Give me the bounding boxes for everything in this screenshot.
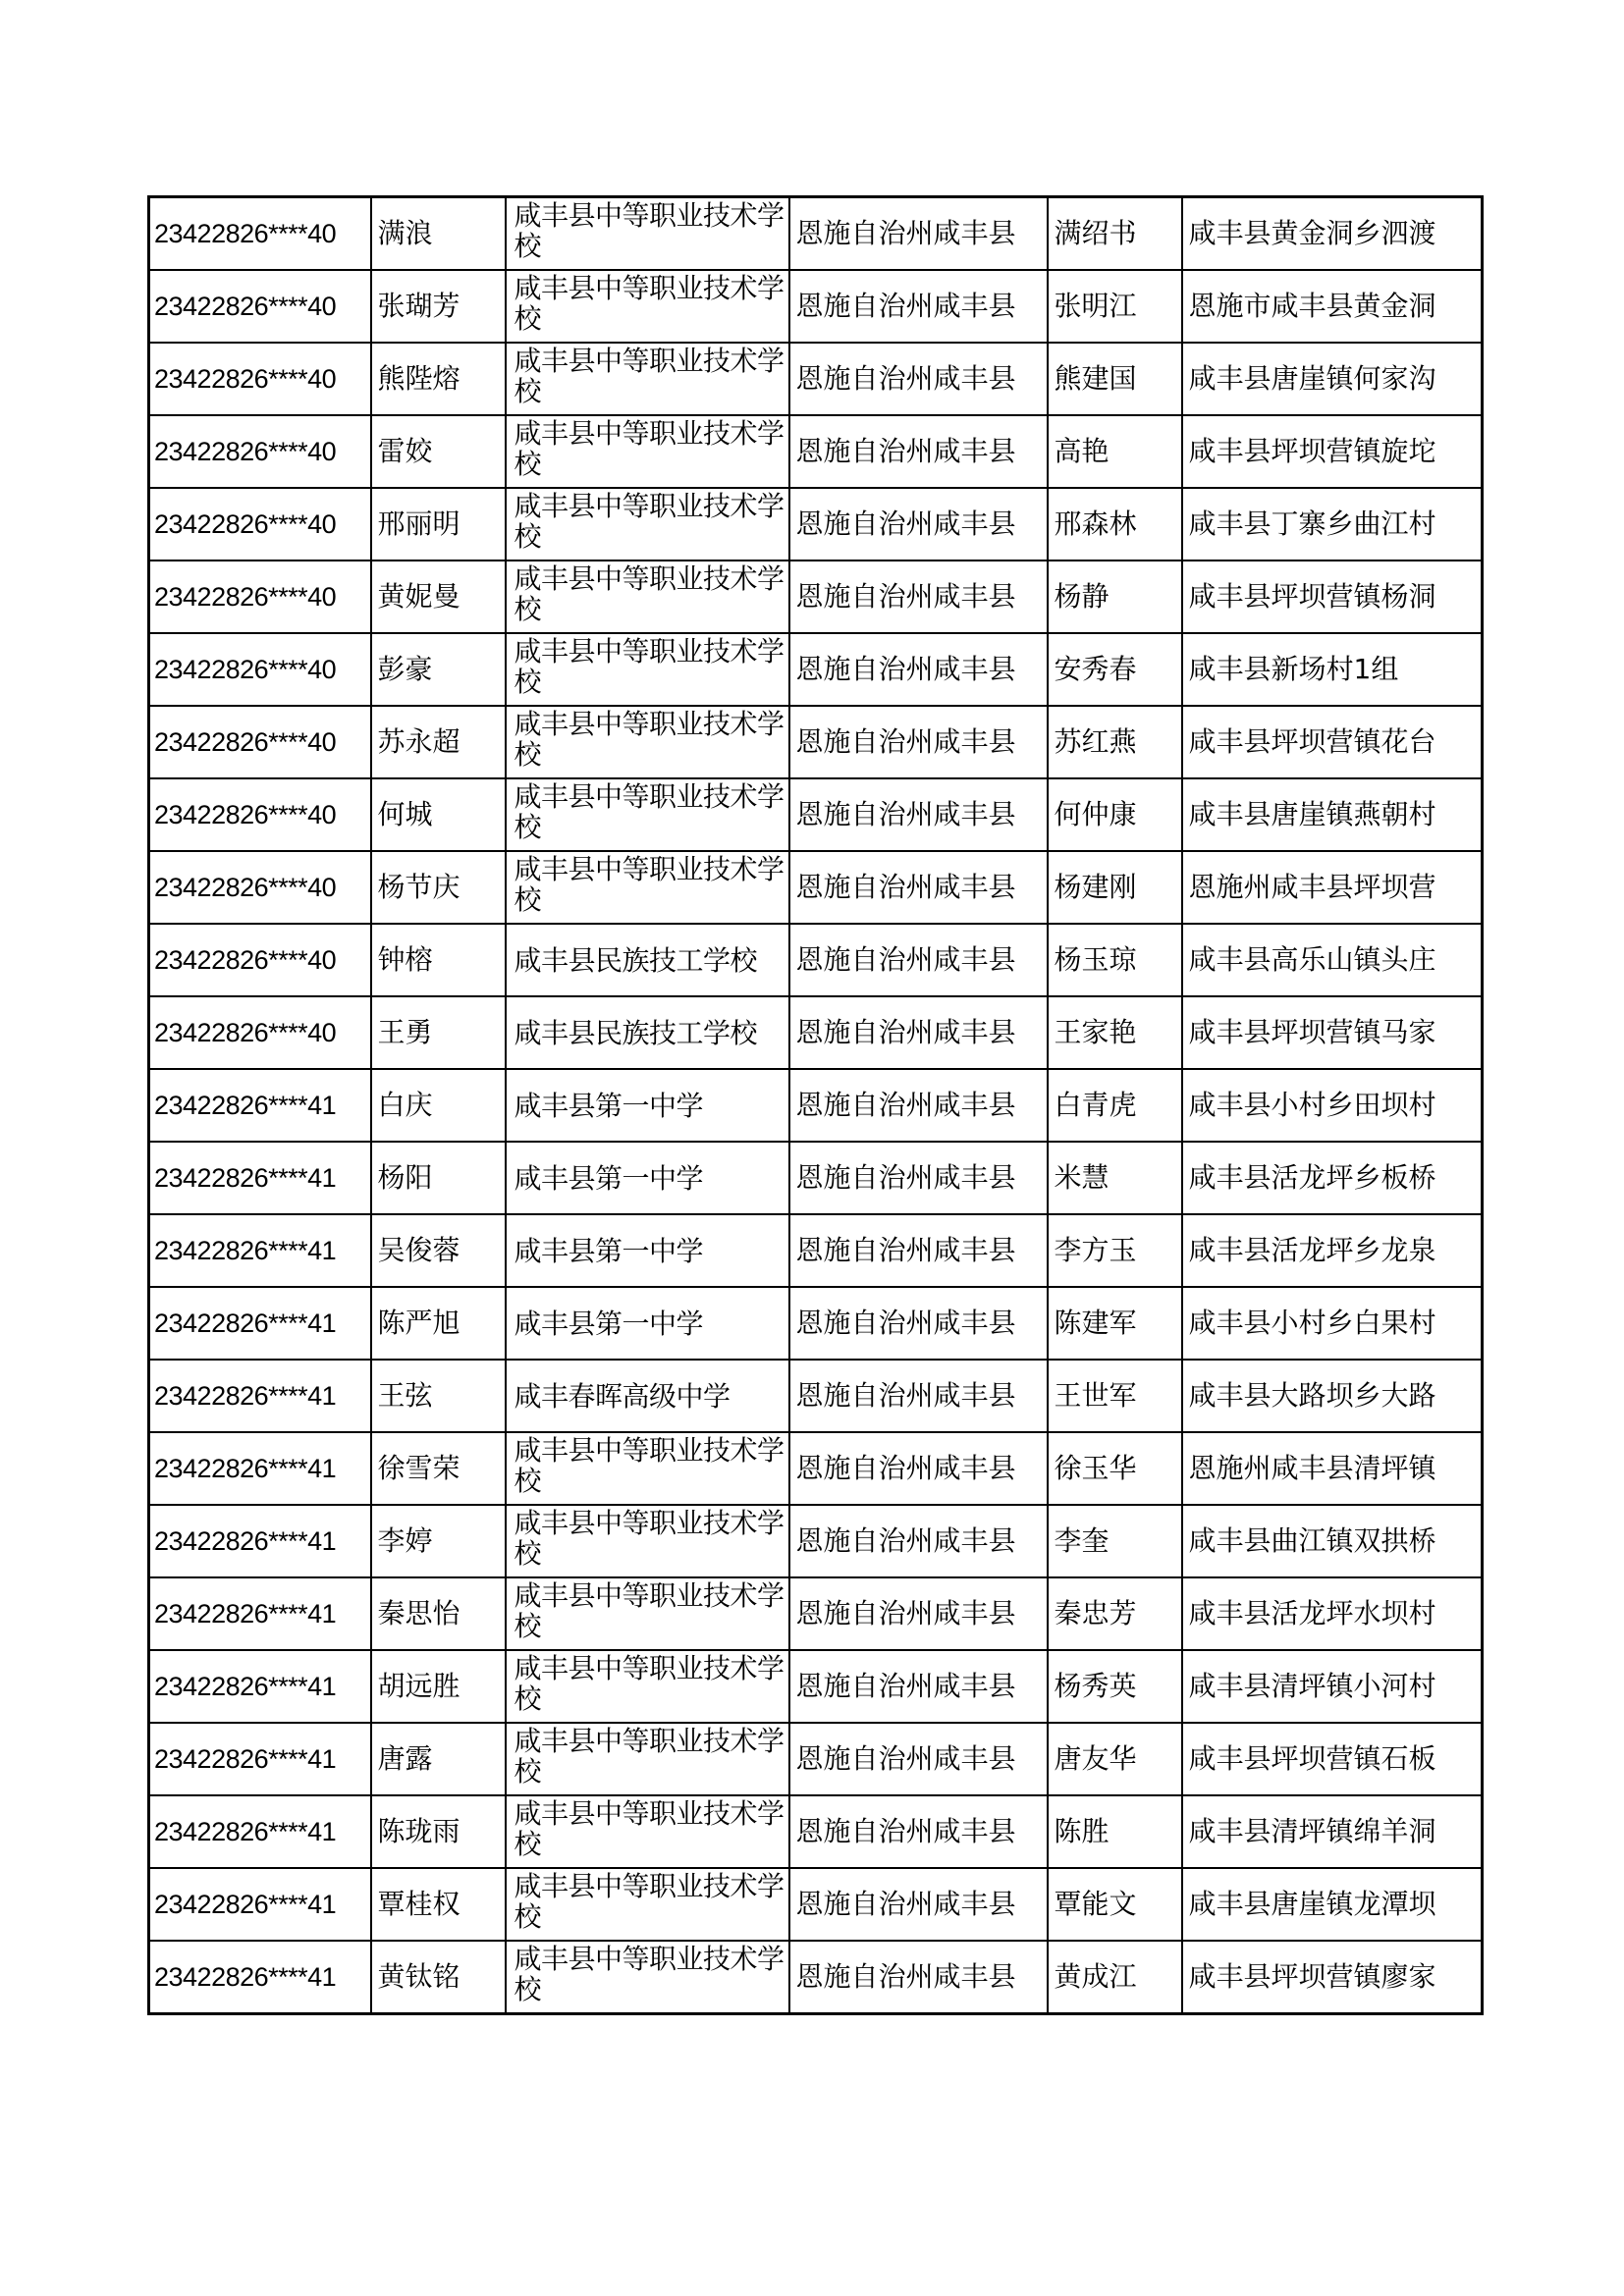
school-cell: 咸丰县第一中学 bbox=[506, 1287, 789, 1360]
id-number-cell: 23422826****41 bbox=[149, 1360, 371, 1432]
guardian-name-cell: 高艳 bbox=[1048, 415, 1182, 488]
guardian-name-cell: 秦忠芳 bbox=[1048, 1577, 1182, 1650]
guardian-name-cell: 杨秀英 bbox=[1048, 1650, 1182, 1723]
address-cell: 咸丰县清坪镇绵羊洞 bbox=[1182, 1795, 1483, 1868]
guardian-name-cell: 白青虎 bbox=[1048, 1069, 1182, 1142]
table-row bbox=[149, 415, 1483, 488]
student-name-cell: 覃桂权 bbox=[371, 1868, 506, 1941]
guardian-name-cell: 邢森林 bbox=[1048, 488, 1182, 561]
school-cell: 咸丰县中等职业技术学校 bbox=[506, 197, 789, 271]
id-number-cell: 23422826****41 bbox=[149, 1069, 371, 1142]
table-row bbox=[149, 706, 1483, 778]
table-row bbox=[149, 343, 1483, 415]
id-number-cell: 23422826****40 bbox=[149, 924, 371, 996]
address-cell: 咸丰县坪坝营镇杨洞 bbox=[1182, 561, 1483, 633]
guardian-name-cell: 王世军 bbox=[1048, 1360, 1182, 1432]
address-cell: 咸丰县坪坝营镇廖家 bbox=[1182, 1941, 1483, 2014]
guardian-name-cell: 徐玉华 bbox=[1048, 1432, 1182, 1505]
id-number-cell: 23422826****40 bbox=[149, 778, 371, 851]
address-cell: 咸丰县活龙坪乡板桥 bbox=[1182, 1142, 1483, 1214]
table-row bbox=[149, 1941, 1483, 2014]
address-cell: 咸丰县清坪镇小河村 bbox=[1182, 1650, 1483, 1723]
student-name-cell: 邢丽明 bbox=[371, 488, 506, 561]
roster-body bbox=[149, 197, 1483, 2014]
id-number-cell: 23422826****41 bbox=[149, 1723, 371, 1795]
school-cell: 咸丰县中等职业技术学校 bbox=[506, 488, 789, 561]
address-cell: 恩施州咸丰县坪坝营 bbox=[1182, 851, 1483, 924]
school-cell: 咸丰县中等职业技术学校 bbox=[506, 1432, 789, 1505]
student-roster-table bbox=[147, 195, 1484, 2015]
student-name-cell: 陈严旭 bbox=[371, 1287, 506, 1360]
id-number-cell: 23422826****41 bbox=[149, 1287, 371, 1360]
address-cell: 咸丰县坪坝营镇马家 bbox=[1182, 996, 1483, 1069]
region-cell: 恩施自治州咸丰县 bbox=[789, 1795, 1048, 1868]
table-row bbox=[149, 996, 1483, 1069]
id-number-cell: 23422826****40 bbox=[149, 488, 371, 561]
guardian-name-cell: 米慧 bbox=[1048, 1142, 1182, 1214]
table-row bbox=[149, 488, 1483, 561]
region-cell: 恩施自治州咸丰县 bbox=[789, 1142, 1048, 1214]
region-cell: 恩施自治州咸丰县 bbox=[789, 1505, 1048, 1577]
school-cell: 咸丰县中等职业技术学校 bbox=[506, 633, 789, 706]
school-cell: 咸丰县中等职业技术学校 bbox=[506, 1795, 789, 1868]
school-cell: 咸丰县中等职业技术学校 bbox=[506, 1505, 789, 1577]
table-row bbox=[149, 270, 1483, 343]
table-row bbox=[149, 1432, 1483, 1505]
student-name-cell: 杨阳 bbox=[371, 1142, 506, 1214]
address-cell: 咸丰县曲江镇双拱桥 bbox=[1182, 1505, 1483, 1577]
student-name-cell: 白庆 bbox=[371, 1069, 506, 1142]
table-row bbox=[149, 1069, 1483, 1142]
guardian-name-cell: 唐友华 bbox=[1048, 1723, 1182, 1795]
id-number-cell: 23422826****40 bbox=[149, 270, 371, 343]
address-cell: 咸丰县唐崖镇何家沟 bbox=[1182, 343, 1483, 415]
region-cell: 恩施自治州咸丰县 bbox=[789, 924, 1048, 996]
region-cell: 恩施自治州咸丰县 bbox=[789, 1650, 1048, 1723]
region-cell: 恩施自治州咸丰县 bbox=[789, 851, 1048, 924]
school-cell: 咸丰县第一中学 bbox=[506, 1069, 789, 1142]
guardian-name-cell: 覃能文 bbox=[1048, 1868, 1182, 1941]
address-cell: 咸丰县大路坝乡大路 bbox=[1182, 1360, 1483, 1432]
table-row bbox=[149, 197, 1483, 271]
address-cell: 咸丰县坪坝营镇花台 bbox=[1182, 706, 1483, 778]
id-number-cell: 23422826****41 bbox=[149, 1650, 371, 1723]
address-cell: 恩施州咸丰县清坪镇 bbox=[1182, 1432, 1483, 1505]
region-cell: 恩施自治州咸丰县 bbox=[789, 1941, 1048, 2014]
region-cell: 恩施自治州咸丰县 bbox=[789, 706, 1048, 778]
school-cell: 咸丰县中等职业技术学校 bbox=[506, 1577, 789, 1650]
id-number-cell: 23422826****40 bbox=[149, 343, 371, 415]
student-name-cell: 陈珑雨 bbox=[371, 1795, 506, 1868]
region-cell: 恩施自治州咸丰县 bbox=[789, 1360, 1048, 1432]
guardian-name-cell: 安秀春 bbox=[1048, 633, 1182, 706]
school-cell: 咸丰县民族技工学校 bbox=[506, 996, 789, 1069]
student-name-cell: 钟榕 bbox=[371, 924, 506, 996]
address-cell: 咸丰县高乐山镇头庄 bbox=[1182, 924, 1483, 996]
region-cell: 恩施自治州咸丰县 bbox=[789, 488, 1048, 561]
guardian-name-cell: 张明江 bbox=[1048, 270, 1182, 343]
student-name-cell: 彭豪 bbox=[371, 633, 506, 706]
guardian-name-cell: 李方玉 bbox=[1048, 1214, 1182, 1287]
school-cell: 咸丰县中等职业技术学校 bbox=[506, 1723, 789, 1795]
id-number-cell: 23422826****40 bbox=[149, 996, 371, 1069]
address-cell: 咸丰县小村乡白果村 bbox=[1182, 1287, 1483, 1360]
school-cell: 咸丰县中等职业技术学校 bbox=[506, 851, 789, 924]
student-name-cell: 满浪 bbox=[371, 197, 506, 271]
id-number-cell: 23422826****41 bbox=[149, 1868, 371, 1941]
id-number-cell: 23422826****41 bbox=[149, 1795, 371, 1868]
address-cell: 咸丰县坪坝营镇旋坨 bbox=[1182, 415, 1483, 488]
guardian-name-cell: 陈胜 bbox=[1048, 1795, 1182, 1868]
region-cell: 恩施自治州咸丰县 bbox=[789, 561, 1048, 633]
region-cell: 恩施自治州咸丰县 bbox=[789, 633, 1048, 706]
guardian-name-cell: 满绍书 bbox=[1048, 197, 1182, 271]
address-cell: 咸丰县坪坝营镇石板 bbox=[1182, 1723, 1483, 1795]
table-row bbox=[149, 1287, 1483, 1360]
region-cell: 恩施自治州咸丰县 bbox=[789, 415, 1048, 488]
school-cell: 咸丰县中等职业技术学校 bbox=[506, 343, 789, 415]
address-cell: 咸丰县小村乡田坝村 bbox=[1182, 1069, 1483, 1142]
table-row bbox=[149, 1795, 1483, 1868]
school-cell: 咸丰县第一中学 bbox=[506, 1142, 789, 1214]
region-cell: 恩施自治州咸丰县 bbox=[789, 1287, 1048, 1360]
student-name-cell: 王弦 bbox=[371, 1360, 506, 1432]
guardian-name-cell: 李奎 bbox=[1048, 1505, 1182, 1577]
student-name-cell: 徐雪荣 bbox=[371, 1432, 506, 1505]
region-cell: 恩施自治州咸丰县 bbox=[789, 270, 1048, 343]
student-name-cell: 雷姣 bbox=[371, 415, 506, 488]
table-row bbox=[149, 1142, 1483, 1214]
address-cell: 咸丰县唐崖镇燕朝村 bbox=[1182, 778, 1483, 851]
region-cell: 恩施自治州咸丰县 bbox=[789, 1069, 1048, 1142]
school-cell: 咸丰春晖高级中学 bbox=[506, 1360, 789, 1432]
address-cell: 咸丰县唐崖镇龙潭坝 bbox=[1182, 1868, 1483, 1941]
school-cell: 咸丰县中等职业技术学校 bbox=[506, 415, 789, 488]
table-row bbox=[149, 1650, 1483, 1723]
id-number-cell: 23422826****41 bbox=[149, 1432, 371, 1505]
table-row bbox=[149, 561, 1483, 633]
address-cell: 咸丰县活龙坪水坝村 bbox=[1182, 1577, 1483, 1650]
region-cell: 恩施自治州咸丰县 bbox=[789, 197, 1048, 271]
guardian-name-cell: 杨建刚 bbox=[1048, 851, 1182, 924]
region-cell: 恩施自治州咸丰县 bbox=[789, 1214, 1048, 1287]
school-cell: 咸丰县中等职业技术学校 bbox=[506, 706, 789, 778]
student-name-cell: 唐露 bbox=[371, 1723, 506, 1795]
student-name-cell: 张瑚芳 bbox=[371, 270, 506, 343]
student-name-cell: 苏永超 bbox=[371, 706, 506, 778]
school-cell: 咸丰县中等职业技术学校 bbox=[506, 561, 789, 633]
address-cell: 恩施市咸丰县黄金洞 bbox=[1182, 270, 1483, 343]
region-cell: 恩施自治州咸丰县 bbox=[789, 1868, 1048, 1941]
table-row bbox=[149, 1505, 1483, 1577]
table-row bbox=[149, 1723, 1483, 1795]
student-name-cell: 吴俊蓉 bbox=[371, 1214, 506, 1287]
id-number-cell: 23422826****40 bbox=[149, 561, 371, 633]
id-number-cell: 23422826****41 bbox=[149, 1505, 371, 1577]
id-number-cell: 23422826****41 bbox=[149, 1214, 371, 1287]
table-row bbox=[149, 1577, 1483, 1650]
student-name-cell: 黄妮曼 bbox=[371, 561, 506, 633]
region-cell: 恩施自治州咸丰县 bbox=[789, 1432, 1048, 1505]
student-name-cell: 王勇 bbox=[371, 996, 506, 1069]
id-number-cell: 23422826****41 bbox=[149, 1142, 371, 1214]
student-name-cell: 李婷 bbox=[371, 1505, 506, 1577]
table-row bbox=[149, 851, 1483, 924]
student-name-cell: 杨节庆 bbox=[371, 851, 506, 924]
address-cell: 咸丰县黄金洞乡泗渡 bbox=[1182, 197, 1483, 271]
region-cell: 恩施自治州咸丰县 bbox=[789, 343, 1048, 415]
id-number-cell: 23422826****41 bbox=[149, 1577, 371, 1650]
table-row bbox=[149, 924, 1483, 996]
address-cell: 咸丰县丁寨乡曲江村 bbox=[1182, 488, 1483, 561]
school-cell: 咸丰县中等职业技术学校 bbox=[506, 778, 789, 851]
guardian-name-cell: 王家艳 bbox=[1048, 996, 1182, 1069]
school-cell: 咸丰县第一中学 bbox=[506, 1214, 789, 1287]
school-cell: 咸丰县中等职业技术学校 bbox=[506, 270, 789, 343]
id-number-cell: 23422826****40 bbox=[149, 706, 371, 778]
id-number-cell: 23422826****40 bbox=[149, 197, 371, 271]
student-name-cell: 胡远胜 bbox=[371, 1650, 506, 1723]
id-number-cell: 23422826****40 bbox=[149, 415, 371, 488]
guardian-name-cell: 黄成江 bbox=[1048, 1941, 1182, 2014]
id-number-cell: 23422826****41 bbox=[149, 1941, 371, 2014]
student-name-cell: 熊陛熔 bbox=[371, 343, 506, 415]
student-name-cell: 秦思怡 bbox=[371, 1577, 506, 1650]
school-cell: 咸丰县中等职业技术学校 bbox=[506, 1650, 789, 1723]
school-cell: 咸丰县中等职业技术学校 bbox=[506, 1941, 789, 2014]
school-cell: 咸丰县民族技工学校 bbox=[506, 924, 789, 996]
student-name-cell: 何城 bbox=[371, 778, 506, 851]
region-cell: 恩施自治州咸丰县 bbox=[789, 1723, 1048, 1795]
table-row bbox=[149, 1214, 1483, 1287]
table-row bbox=[149, 633, 1483, 706]
region-cell: 恩施自治州咸丰县 bbox=[789, 778, 1048, 851]
guardian-name-cell: 何仲康 bbox=[1048, 778, 1182, 851]
table-row bbox=[149, 778, 1483, 851]
region-cell: 恩施自治州咸丰县 bbox=[789, 996, 1048, 1069]
id-number-cell: 23422826****40 bbox=[149, 851, 371, 924]
guardian-name-cell: 杨静 bbox=[1048, 561, 1182, 633]
address-cell: 咸丰县活龙坪乡龙泉 bbox=[1182, 1214, 1483, 1287]
table-row bbox=[149, 1360, 1483, 1432]
guardian-name-cell: 杨玉琼 bbox=[1048, 924, 1182, 996]
guardian-name-cell: 苏红燕 bbox=[1048, 706, 1182, 778]
address-cell: 咸丰县新场村1组 bbox=[1182, 633, 1483, 706]
region-cell: 恩施自治州咸丰县 bbox=[789, 1577, 1048, 1650]
school-cell: 咸丰县中等职业技术学校 bbox=[506, 1868, 789, 1941]
student-name-cell: 黄钛铭 bbox=[371, 1941, 506, 2014]
id-number-cell: 23422826****40 bbox=[149, 633, 371, 706]
guardian-name-cell: 熊建国 bbox=[1048, 343, 1182, 415]
guardian-name-cell: 陈建军 bbox=[1048, 1287, 1182, 1360]
table-row bbox=[149, 1868, 1483, 1941]
